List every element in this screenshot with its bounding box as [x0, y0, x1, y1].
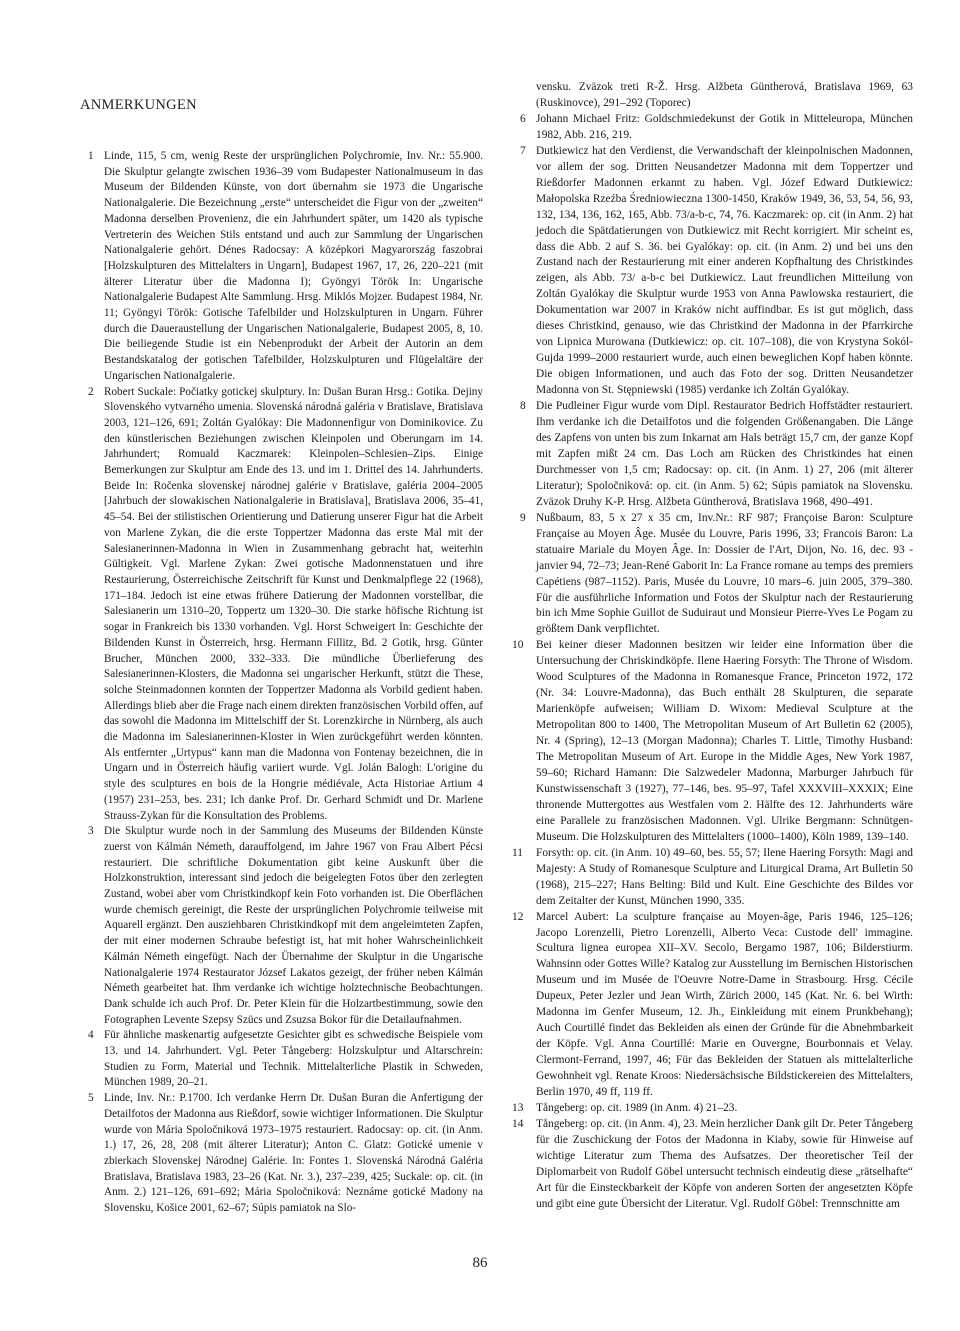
footnote-text: Für ähnliche maskenartig aufgesetzte Gesichter gibt es schwedische Beispiele vom 13. und 14. Jahrhundert. Vgl. Peter Tångeberg: Holzskulptur und Altarschrein: Studien zu Form, Material und Technik. Mittelalterliche Plastik in Schweden, München 1989, 20–21. [104, 1029, 483, 1089]
footnote-5 [88, 1091, 483, 1217]
footnote-number: 6 [520, 112, 526, 125]
footnote-number: 11 [512, 846, 523, 859]
footnote-12 [512, 910, 913, 1101]
left-column [88, 149, 483, 1217]
footnote-text: Linde, 115, 5 cm, wenig Reste der ursprünglichen Polychromie, Inv. Nr.: 55.900. Die Skulptur gelangte zwischen 1936–39 vom Budapester Nationalmuseum in das Museum der Bildenden Künste, von dort übernahm sie 1973 die Ungarische Nationalgalerie. Die Bezeichnung „erste“ unterscheidet die Figur von der „zweiten“ Madonna derselben Provenienz, die ein Jahrhundert später, um 1420 als typische Vertreterin des Weichen Stils entstand und auch zur Sammlung der Ungarischen Nationalgalerie gehört. Dénes Radocsay: A középkori Magyarország faszobrai [Holzskulpturen des Mittelalters in Ungarn], Budapest 1967, 17, 26, 220–221 (mit älterer Literatur über die Madonna I); Gyöngyi Török In: Ungarische Nationalgalerie Budapest Alte Sammlung. Hrsg. Miklós Mojzer. Budapest 1984, Nr. 11; Gyöngyi Török: Gotische Tafelbilder und Holzskulpturen in Ungarn. Führer durch die Daueraustellung der Ungarischen Nationalgalerie, Budapest 2005, 8, 10. Die beiliegende Studie ist ein Nebenprodukt der Arbeit der Autorin an dem Bestandskatalog der gotischen Tafelbilder, Holzskulpturen und Flügelaltäre der Ungarischen Nationalgalerie. [104, 150, 483, 382]
footnote-14 [512, 1117, 913, 1213]
footnote-13 [512, 1101, 913, 1117]
footnote-number: 9 [520, 511, 526, 524]
footnote-5-continuation [520, 80, 913, 112]
footnote-text: Johann Michael Fritz: Goldschmiedekunst der Gotik in Mitteleuropa, München 1982, Abb. 216, 219. [536, 112, 913, 141]
footnote-11 [512, 846, 913, 910]
footnote-text: Forsyth: op. cit. (in Anm. 10) 49–60, bes. 55, 57; Ilene Haering Forsyth: Magi and Majesty: A Study of Romanesque Sculpture and Liturgical Drama, Art Bulletin 50 (1968), 215–227; Hans Belting: Bild und Kult. Eine Geschichte des Bildes vor dem Zeitalter der Kunst, München 1990, 335. [536, 846, 913, 907]
footnote-text: Marcel Aubert: La sculpture française au Moyen-âge, Paris 1946, 125–126; Jacopo Lorenzelli, Pietro Lorenzelli, Alberto Veca: Custode dell' immagine. Scultura lignea europea XII–XV. Secolo, Bergamo 1987, 106; Bilderstiurm. Wahnsinn oder Gottes Wille? Katalog zur Ausstellung im Bernischen Historischen Museum und im Musée de l'Oeuvre Notre-Dame in Strasbourg. Hrsg. Cécile Dupeux, Peter Jezler und Jean Wirth, Zürich 2000, 145 (Kat. Nr. 6. bei Wirth: Madonna im Genfer Museum, 12. Jh., Einkleidung mit einem Prunkbehang); Auch Courtillé findet das Bekleiden als einen der Gründe für die Abnehmbarkeit der Köpfe. Vgl. Anna Courtillé: Marie en Ouvergne, Bourbonnais et Velay. Clermont-Ferrand, 1997, 46; Für das Bekleiden der Statuen als mittelalterliche Gewohnheit vgl. Renate Kroos: Niedersächsische Bildstickereien des Mittelalters, Berlin 1970, 49 ff, 119 ff. [536, 910, 913, 1099]
footnote-number: 4 [88, 1029, 94, 1042]
footnote-10 [512, 638, 913, 845]
footnote-6 [520, 112, 913, 144]
page-number: 86 [472, 1255, 488, 1271]
footnote-1 [88, 149, 483, 385]
footnote-text: Linde, Inv. Nr.: P.1700. Ich verdanke Herrn Dr. Dušan Buran die Anfertigung der Detailfotos der Madonna aus Rießdorf, sowie wichtiger Informationen. Die Skulptur wurde von Mária Spoločniková 1973–1975 restauriert. Radocsay: op. cit. (in Anm. 1.) 17, 26, 28, 208 (mit älterer Literatur); Anton C. Glatz: Gotické umenie v zbierkach Slovenskej Národnej Galérie. In: Fontes 1. Slovenská Národná Galéria Bratislava, Bratislava 1983, 23–26 (Kat. Nr. 3.), 237–239, 425; Suckale: op. cit. (in Anm. 2.) 121–126, 691–692; Mária Spoločniková: Neznáme gotické Madony na Slovensku, Košice 2001, 62–67; Súpis pamiatok na Slo- [104, 1092, 483, 1215]
footnote-number: 2 [88, 385, 94, 398]
footnote-9 [520, 511, 913, 639]
footnote-number: 5 [88, 1092, 94, 1105]
footnote-3 [88, 824, 483, 1028]
footnote-text: Tångeberg: op. cit. 1989 (in Anm. 4) 21–23. [536, 1102, 738, 1114]
footnote-text: Die Skulptur wurde noch in der Sammlung des Museums der Bildenden Künste zuerst von Kálmán Németh, darauffolgend, im Jahre 1967 von Frau Albert Pécsi restauriert. Die schriftliche Dokumentation gibt keine Auskunft über die Holzkonstruktion, interessant sind jedoch die beigelegten Fotos über den zerlegten Zustand, wobei aber vom Christkindkopf kein Foto vorhanden ist. Die Oberflächen wurde chemisch gereinigt, die Reste der ursprünglichen Polychromie teilweise mit Aquarell ergänzt. Den ausziehbaren Christkindkopf mit dem angeleimteten Zapfen, der mit einer modernen Schraube befestigt ist, hat mit hoher Wahrscheinlichkeit Kálmán Németh eingefügt. Nach der Übernahme der Skulptur in die Ungarische Nationalgalerie 1974 Restaurator József Lakatos gezeigt, der früher neben Kálmán Németh gearbeitet hat. Ihm verdanke ich wichtige holztechnische Beobachtungen. Dank schulde ich auch Prof. Dr. Peter Klein für die Holzartbestimmung, sowie den Fotographen Levente Szepsy Szücs und Zsuzsa Bokor für die Detailaufnahmen. [104, 825, 483, 1026]
footnote-text: Bei keiner dieser Madonnen besitzen wir leider eine Information über die Untersuchung der Chriskindköpfe. Ilene Haering Forsyth: The Throne of Wisdom. Wood Sculptures of the Madonna in Romanesque France, Princeton 1972, 172 (Nr. 34: Louvre-Madonna), das Buch enthält 28 Skulpturen, die separate Marienköpfe aufweisen; William D. Wixom: Medieval Sculpture at the Metropolitan 800 to 1400, The Metropolitan Museum of Art Bulletin 62 (2005), Nr. 4 (Spring), 12–13 (Morgan Madonna); Charles T. Little, Timothy Husband: The Metropolitan Museum of Art. Europe in the Middle Ages, New York 1987, 59–60; Richard Hamann: Die Salzwedeler Madonna, Marburger Jahrbuch für Kunstwissenschaft 3 (1927), 77–146, bes. 95–97, Tafel XXXVIII–XXXIX; Eine thronende Muttergottes aus Westfalen vom 2. Hälfte des 12. Jahrhunderts wäre eine Parallele zu französischen Madonnen. Vgl. Ulrike Bergmann: Schnütgen-Museum. Die Holzskulpturen des Mittelalters (1000–1400), Köln 1989, 139–140. [536, 639, 913, 843]
footnote-text: Dutkiewicz hat den Verdienst, die Verwandschaft der kleinpolnischen Madonnen, vor allem der sog. Dritten Neusandetzer Madonna mit dem Toppertzer und Rießdorfer Madonnen erkannt zu haben. Vgl. Józef Edward Dutkiewicz: Małopolska Rzeźba Średniowieczna 1300-1450, Kraków 1949, 36, 53, 54, 56, 93, 132, 134, 136, 162, 165, Abb. 73/a-b-c, 74, 76. Kaczmarek: op. cit (in Anm. 2) hat jedoch die Spätdatierungen von Dutkiewicz mit Recht korrigiert. Mir scheint es, dass die Abb. 2 auf S. 36. bei Gyalókay: op. cit. (in Anm. 2) und bei uns den Zustand nach der Restaurierung mit einer anderen Kopfhaltung des Christkindes zeigen, als Abb. 73/ a-b-c bei Dutkiewicz. Laut freundlichen Mitteilung von Zoltán Gyalókay die Skulptur wurde 1953 von Anna Pawlowska restauriert, die Dokumentation war 2007 in Kraków nicht auffindbar. Es ist gut möglich, dass dieses Christkind, genauso, wie das Christkind der Madonna in der Pfarrkirche von Lipnica Murowana (Dutkiewicz: op. cit. 107–108), die von Krystyna Sokól-Gujda 1999–2000 restauriert wurde, auch einen beweglichen Kopf haben könnte. Die obigen Informationen, und auch das Foto der sog. Dritten Neusandetzer Madonna von St. Stępniewski (1985) verdanke ich Zoltán Gyalókay. [536, 144, 913, 397]
footnote-number: 10 [512, 639, 524, 652]
footnote-text: Robert Suckale: Počiatky gotickej skulptury. In: Dušan Buran Hrsg.: Gotika. Dejiny Slovenského vytvarného umenia. Slovenská národná galéria v Bratislave, Bratislava 2003, 121–126, 691; Zoltán Gyalókay: Die Madonnenfigur von Dominikovice. Zu den künstlerischen Beziehungen zwischen Kleinpolen und Oberungarn im 14. Jahrhundert; Romuald Kaczmarek: Kleinpolen–Schlesien–Zips. Einige Bemerkungen zur Skulptur am Ende des 13. und im 1. Drittel des 14. Jahrhunderts. Beide In: Ročenka slovenskej národnej galérie v Bratislave, galéria 2004–2005 [Jahrbuch der slowakischen Nationalgalerie in Bratislava], Bratislava 2006, 35–41, 45–54. Bei der stilistischen Orientierung und Datierung unserer Figur hat die Arbeit von Marlene Zykan, die die erste Toppertzer Madonna das erste Mal mit der Salesianerinnen-Madonna in Wien in Zusammenhang gebracht hat, weiterhin Gültigkeit. Vgl. Marlene Zykan: Zwei gotische Madonnenstatuen und ihre Restaurierung, Österreichische Zeitschrift für Kunst und Denkmalpflege 22 (1968), 171–184. Jedoch ist eine etwas frühere Datierung der Madonnen vorstellbar, die Salesianerin um 1310–20, Toppertz um 1320–30. Die starke höfische Richtung ist sogar in Frankreich bis 1330 vorhanden. Vgl. Horst Schweigert In: Geschichte der Bildenden Kunst in Österreich, hrsg. Hermann Fillitz, Bd. 2 Gotik, hrsg. Günter Brucher, München 2000, 332–333. Die mündliche Überlieferung des Salesianerinnen-Klosters, die Madonna sei ungarischer Herkunft, stützt die These, solche Steinmadonnen konnten der Toppertzer Madonna als Vorbild gedient haben. Allerdings blieb aber die Frage nach einem direkten französischen Vorbild offen, auf das sowohl die Madonna im Mittelschiff der St. Lorenzkirche in Nürnberg, als auch die Madonna im Salesianerinnen-Kloster in Wien zurückgeführt werden könnten. Als entfernter „Urtypus“ kann man die Madonna von Fontenay bezeichnen, die in Ungarn und in Österreich häufig variiert wurde. Vgl. Jolán Balogh: L'origine du style des sculptures en bois de la Hongrie médiévale, Acta Historiae Artium 4 (1957) 231–253, bes. 231; Ich danke Prof. Dr. Gerhard Schmidt und Dr. Marlene Strauss-Zykan für die Konsultation des Problems. [104, 385, 484, 822]
footnote-text: Die Pudleiner Figur wurde vom Dipl. Restaurator Bedrich Hoffstädter restauriert. Ihm verdanke ich die Detailfotos und die folgenden Größenangaben. Die Länge des Zapfens von unten bis zum Inkarnat am Hals beträgt 15,7 cm, der ganze Kopf mit Zapfen mißt 24 cm. Das Loch am Rücken des Christkindes hat einen Durchmesser von 1,5 cm; Radocsay: op. cit. (in Anm. 1) 27, 206 (mit älterer Literatur); Spoločniková: op. cit. (in Anm. 5) 62; Súpis pamiatok na Slovensku. Zväzok Druhy K-P. Hrsg. Alžbeta Güntherová, Bratislava 1968, 490–491. [536, 400, 913, 508]
footnote-number: 8 [520, 400, 526, 413]
footnote-text: Nußbaum, 83, 5 x 27 x 35 cm, Inv.Nr.: RF 987; Françoise Baron: Sculpture Française au Moyen Âge. Musée du Louvre, Paris 1996, 33; Francois Baron: La statuaire Mariale du Moyen Âge. In: Dossier de l'Art, Dijon, No. 16, dec. 93 - janvier 94, 72–73; Jean-René Gaborit In: La France romane au temps des premiers Capétiens (987–1152). Paris, Musée du Louvre, 10 mars–6. juin 2005, 379–380. Für die ausführliche Information und Fotos der Skulptur nach der Restaurierung bin ich Mme Sophie Guillot de Suduiraut und Monsieur Pierre-Yves Le Pogam zu größtem Dank verpflichtet. [536, 511, 913, 636]
footnote-number: 3 [88, 825, 94, 838]
footnote-text: vensku. Zväzok treti R-Ž. Hrsg. Alžbeta Güntherová, Bratislava 1969, 63 (Ruskinovce), 291–292 (Toporec) [536, 81, 913, 109]
footnote-number: 7 [520, 144, 526, 157]
right-column [512, 80, 913, 1213]
footnote-7 [520, 144, 913, 399]
footnote-2 [88, 385, 483, 825]
footnote-number: 12 [512, 910, 524, 923]
footnote-8 [520, 399, 913, 511]
footnote-4 [88, 1028, 483, 1091]
footnote-text: Tångeberg: op. cit. (in Anm. 4), 23. Mein herzlicher Dank gilt Dr. Peter Tångeberg für die Zuschickung der Fotos der Madonna in Kiaby, sowie für Hinweise auf wichtige Literatur zum Thema des Aufsatzes. Der theoretischer Teil der Diplomarbeit von Rudolf Göbel untersucht technisch eindeutig diese „rätselhafte“ Art für die Einsteckbarkeit der Köpfe von anderen Sorten der angesetzten Köpfe und gibt eine gute Übersicht der Literatur. Vgl. Rudolf Göbel: Trennschnitte am [536, 1117, 913, 1210]
section-heading: ANMERKUNGEN [80, 97, 197, 113]
footnote-number: 14 [512, 1117, 524, 1130]
footnote-number: 13 [512, 1102, 524, 1114]
footnote-number: 1 [88, 150, 94, 162]
